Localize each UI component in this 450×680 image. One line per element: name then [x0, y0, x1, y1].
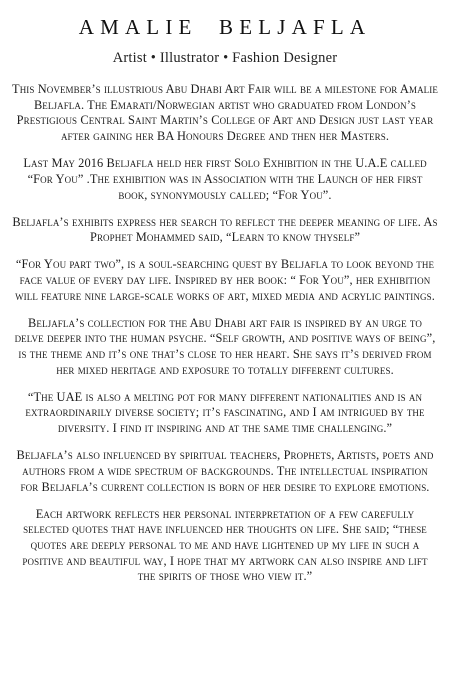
- paragraph-4: “For You part two”, is a soul-searching quest by Beljafla to look beyond the face value of every day life. Inspired by her book: “ For You”, her exhibition will feature nine large-scale works of art, mixed media and acrylic paintings.: [15, 257, 435, 303]
- page-title: AMALIE BELJAFLA: [78, 15, 372, 39]
- paragraph-2: Last May 2016 Beljafla held her first Solo Exhibition in the U.A.E called “For You” .The exhibition was in Association with the Launch of her first book, synonymously called; “For You”.: [23, 156, 427, 202]
- paragraph-7: Beljafla’s also influenced by spiritual teachers, Prophets, Artists, poets and authors from a wide spectrum of backgrounds. The intellectual inspiration for Beljafla’s current collection is born of her desire to explore emotions.: [16, 448, 434, 494]
- paragraph-3: Beljafla’s exhibits express her search to reflect the deeper meaning of life. As Prophet Mohammed said, “Learn to know thyself”: [12, 214, 438, 245]
- page-subtitle: Artist • Illustrator • Fashion Designer: [112, 50, 338, 66]
- paragraph-5: Beljafla’s collection for the Abu Dhabi art fair is inspired by an urge to delve deeper into the human psyche. “Self growth, and positive ways of being”, is the theme and it’s one that’s close to her heart. She says it’s derived from her mixed heritage and exposure to totally different cultures.: [14, 315, 436, 377]
- paragraph-1: This November’s illustrious Abu Dhabi Art Fair will be a milestone for Amalie Beljafla. The Emarati/Norwegian artist who graduated from London’s Prestigious Central Saint Martin’s College of Art and Design just last year after gaining her BA Honours Degree and then her Masters.: [12, 82, 438, 144]
- paragraph-8: Each artwork reflects her personal interpretation of a few carefully selected quotes that have influenced her thoughts on life. She said; “these quotes are deeply personal to me and have lightened up my life in such a positive and beautiful way, I hope that my artwork can also inspire and lift the spirits of those who view it.”: [22, 506, 428, 584]
- paragraph-6: “The UAE is also a melting pot for many different nationalities and is an extraordinarily diverse society; it’s fascinating, and I am intrigued by the diversity. I find it inspiring and at the same time challenging.”: [25, 389, 425, 436]
- article-body: [12, 82, 438, 585]
